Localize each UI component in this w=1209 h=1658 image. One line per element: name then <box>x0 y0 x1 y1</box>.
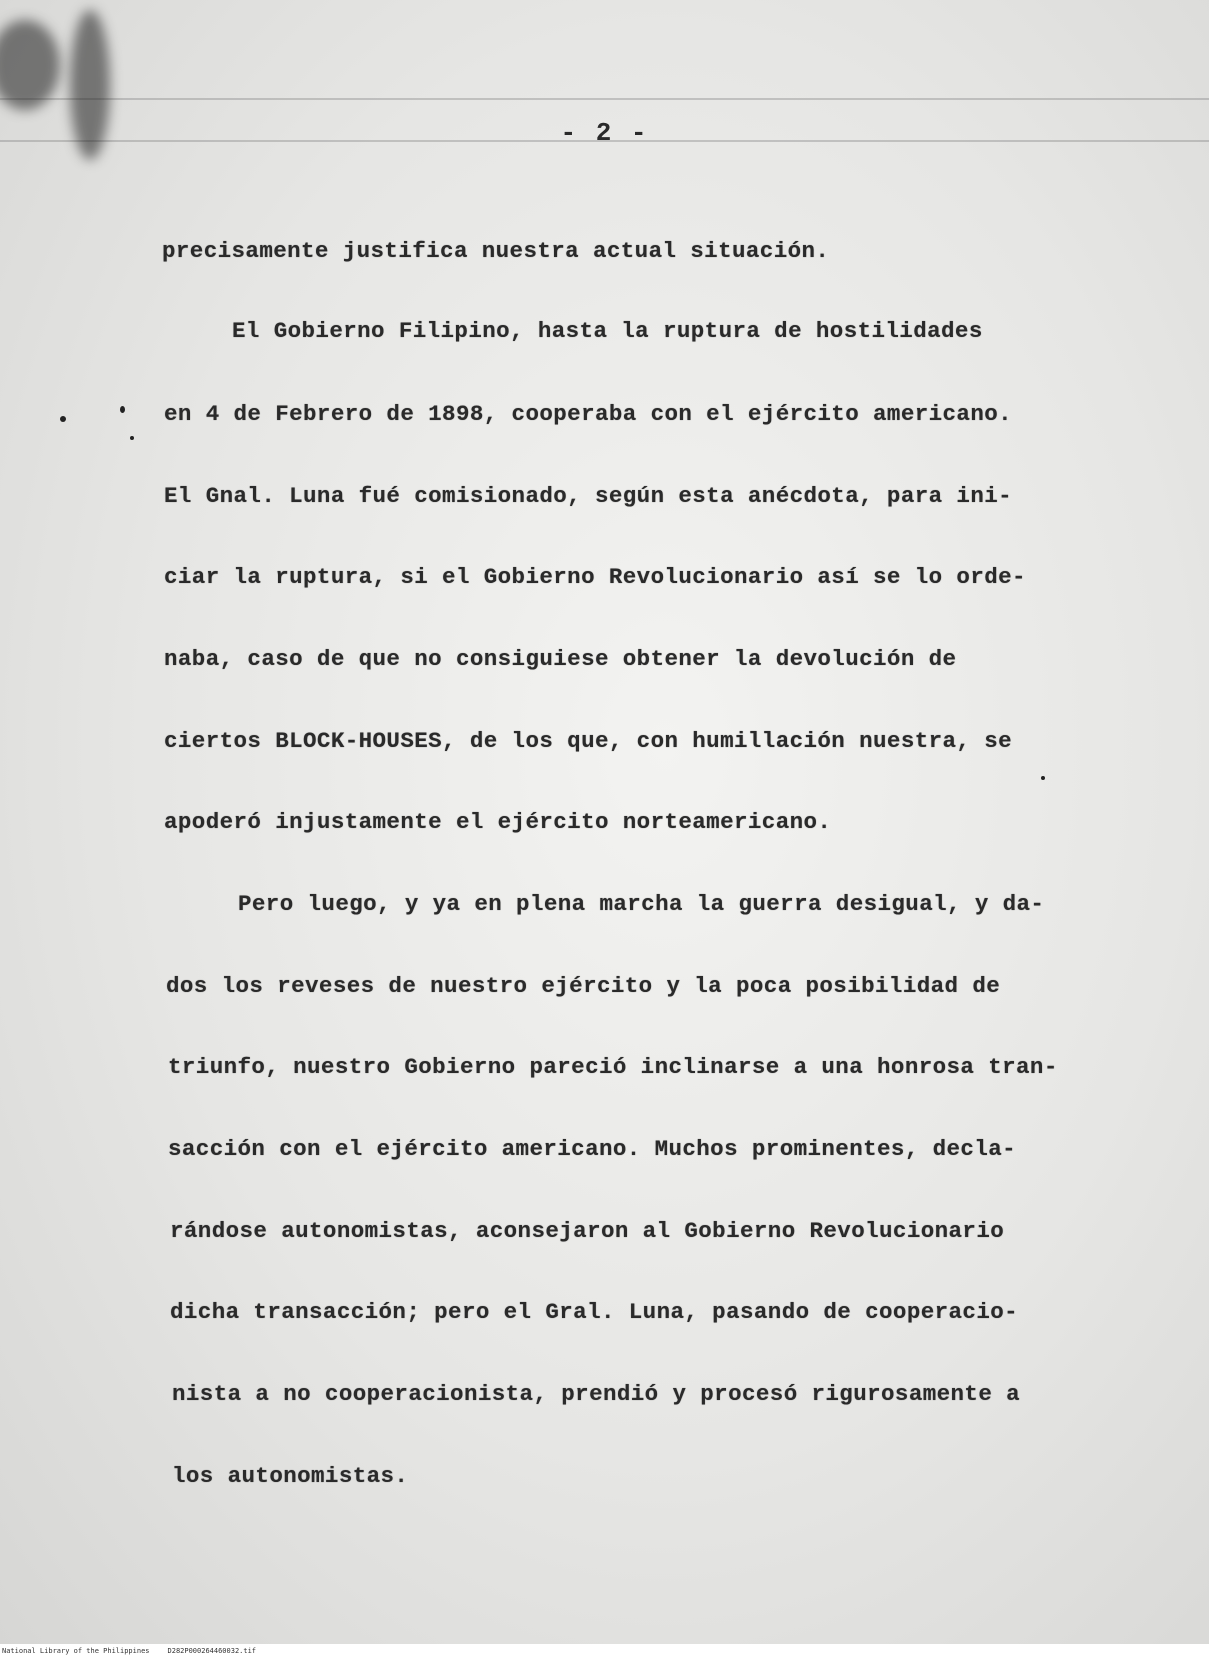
ink-smudge <box>0 20 60 110</box>
text-line: naba, caso de que no consiguiese obtener la devolución de <box>164 646 957 672</box>
text-line: dicha transacción; pero el Gral. Luna, pasando de cooperacio- <box>170 1299 1019 1325</box>
text-line: precisamente justifica nuestra actual situación. <box>162 238 830 264</box>
ink-speck <box>120 406 125 413</box>
text-line: triunfo, nuestro Gobierno pareció inclinarse a una honrosa tran- <box>168 1054 1058 1080</box>
page-number: - 2 - <box>560 118 649 148</box>
text-line: Pero luego, y ya en plena marcha la guerra desigual, y da- <box>238 891 1045 917</box>
text-line: El Gnal. Luna fué comisionado, según esta anécdota, para ini- <box>164 483 1013 509</box>
ink-speck <box>130 436 134 440</box>
scan-line-artifact <box>0 98 1209 100</box>
text-line: nista a no cooperacionista, prendió y procesó rigurosamente a <box>172 1381 1021 1407</box>
footer-file-id: D282P000264460032.tif <box>167 1647 257 1655</box>
text-line: en 4 de Febrero de 1898, cooperaba con el ejército americano. <box>164 401 1013 427</box>
text-line: sacción con el ejército americano. Muchos prominentes, decla- <box>168 1136 1017 1162</box>
ink-speck <box>1041 776 1045 780</box>
text-line: ciertos BLOCK-HOUSES, de los que, con humillación nuestra, se <box>164 728 1013 754</box>
text-line: ciar la ruptura, si el Gobierno Revolucionario así se lo orde- <box>164 564 1026 590</box>
ink-speck <box>60 416 66 422</box>
text-line: El Gobierno Filipino, hasta la ruptura de hostilidades <box>232 318 983 344</box>
text-line: dos los reveses de nuestro ejército y la poca posibilidad de <box>166 973 1001 999</box>
scan-footer <box>0 1644 1209 1658</box>
text-line: apoderó injustamente el ejército norteamericano. <box>164 809 832 835</box>
text-line: rándose autonomistas, aconsejaron al Gobierno Revolucionario <box>170 1218 1005 1244</box>
footer-library: National Library of the Philippines <box>2 1647 150 1655</box>
text-line: los autonomistas. <box>172 1463 409 1489</box>
